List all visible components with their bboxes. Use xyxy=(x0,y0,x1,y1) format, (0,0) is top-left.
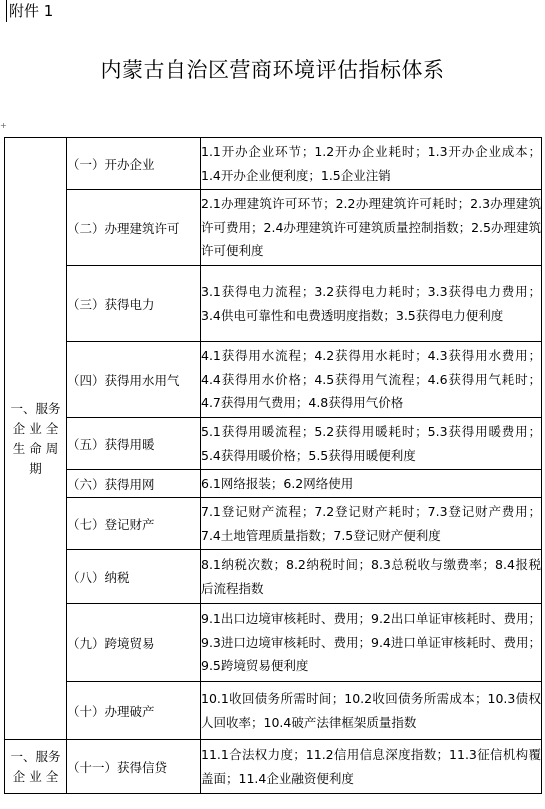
indicator-details: 1.1开办企业环节；1.2开办企业耗时；1.3开办企业成本；1.4开办企业便利度；1.5企业注销 xyxy=(201,138,542,190)
table-anchor-mark: + xyxy=(0,121,7,130)
table-row xyxy=(5,740,542,794)
subcategory-cell: （五）获得用暖 xyxy=(67,418,201,470)
indicator-details: 6.1网络报装；6.2网络使用 xyxy=(201,470,542,498)
indicator-details: 9.1出口边境审核耗时、费用；9.2出口单证审核耗时、费用；9.3进口边境审核耗时、费用；9.4进口单证审核耗时、费用；9.5跨境贸易便利度 xyxy=(201,604,542,682)
table-row xyxy=(5,418,542,470)
subcategory-cell: （三）获得电力 xyxy=(67,266,201,342)
subcategory-cell: （九）跨境贸易 xyxy=(67,604,201,682)
page-title: 内蒙古自治区营商环境评估指标体系 xyxy=(100,58,445,82)
indicator-details: 2.1办理建筑许可环节；2.2办理建筑许可耗时；2.3办理建筑许可费用；2.4办理建筑许可建筑质量控制指数；2.5办理建筑许可便利度 xyxy=(201,190,542,266)
table-row xyxy=(5,190,542,266)
table-row xyxy=(5,498,542,550)
category-line: 一、服务 xyxy=(10,748,61,764)
table-row xyxy=(5,550,542,604)
indicator-details: 11.1合法权力度；11.2信用信息深度指数；11.3征信机构覆盖面；11.4企业融资便利度 xyxy=(201,740,542,794)
table-row xyxy=(5,138,542,190)
indicator-details: 7.1登记财产流程；7.2登记财产耗时；7.3登记财产费用；7.4土地管理质量指数；7.5登记财产便利度 xyxy=(201,498,542,550)
table-row xyxy=(5,266,542,342)
subcategory-cell: （十一）获得信贷 xyxy=(67,740,201,794)
category-line: 企 业 全 xyxy=(12,768,59,784)
category-line: 生 命 周 xyxy=(12,440,59,456)
subcategory-cell: （六）获得用网 xyxy=(67,470,201,498)
table-row xyxy=(5,682,542,740)
category-cell xyxy=(5,740,67,794)
category-line: 一、服务 xyxy=(10,400,61,416)
subcategory-cell: （一）开办企业 xyxy=(67,138,201,190)
subcategory-cell: （四）获得用水用气 xyxy=(67,342,201,418)
indicator-details: 8.1纳税次数；8.2纳税时间；8.3总税收与缴费率；8.4报税后流程指数 xyxy=(201,550,542,604)
table-row xyxy=(5,342,542,418)
indicator-details: 5.1获得用暖流程；5.2获得用暖耗时；5.3获得用暖费用；5.4获得用暖价格；5.5获得用暖便利度 xyxy=(201,418,542,470)
table-row xyxy=(5,604,542,682)
indicator-details: 3.1获得电力流程；3.2获得电力耗时；3.3获得电力费用；3.4供电可靠性和电费透明度指数；3.5获得电力便利度 xyxy=(201,266,542,342)
category-cell xyxy=(5,138,67,740)
indicator-table xyxy=(4,137,542,794)
subcategory-cell: （七）登记财产 xyxy=(67,498,201,550)
indicator-details: 10.1收回债务所需时间；10.2收回债务所需成本；10.3债权人回收率；10.4破产法律框架质量指数 xyxy=(201,682,542,740)
subcategory-cell: （八）纳税 xyxy=(67,550,201,604)
table-row xyxy=(5,470,542,498)
subcategory-cell: （二）办理建筑许可 xyxy=(67,190,201,266)
subcategory-cell: （十）办理破产 xyxy=(67,682,201,740)
indicator-details: 4.1获得用水流程；4.2获得用水耗时；4.3获得用水费用；4.4获得用水价格；4.5获得用气流程；4.6获得用气耗时；4.7获得用气费用；4.8获得用气价格 xyxy=(201,342,542,418)
attachment-label: 附件 1 xyxy=(6,0,53,22)
category-line: 期 xyxy=(29,460,42,476)
category-line: 企 业 全 xyxy=(12,420,59,436)
